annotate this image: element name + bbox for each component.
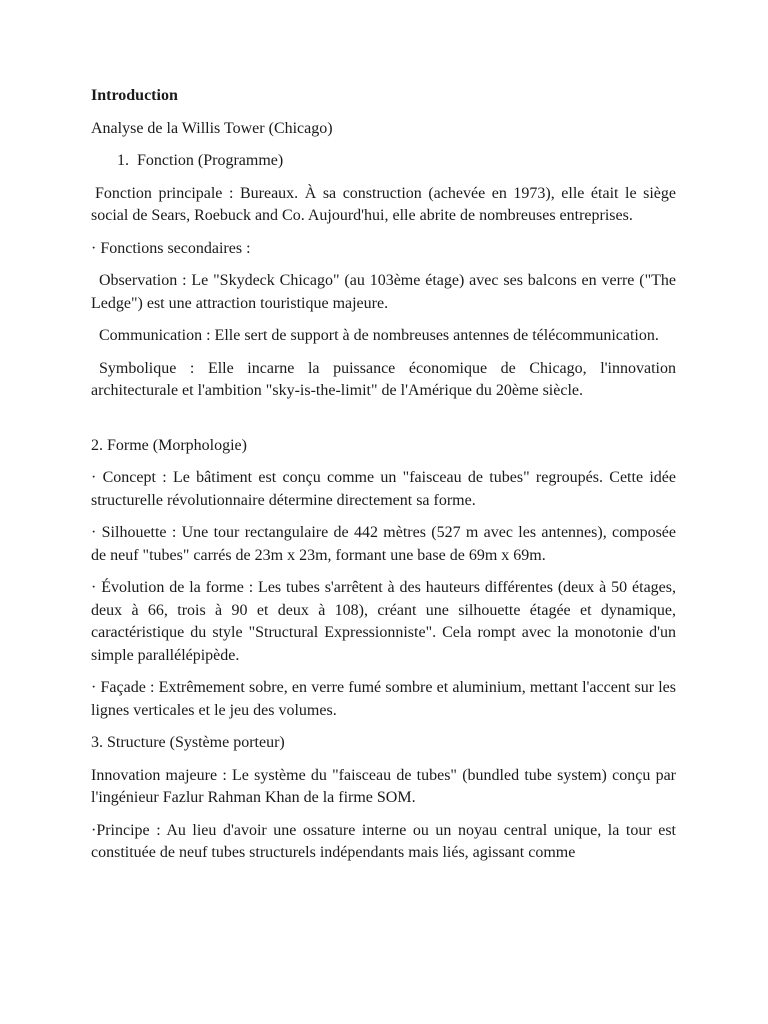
section2-heading: 2. Forme (Morphologie) [91,436,247,454]
paragraph-communication: Communication : Elle sert de support à de nombreuses antennes de télécommunication. [99,327,659,344]
section1-number: 1. [117,152,129,169]
paragraph-principe: ·Principe : Au lieu d'avoir une ossature interne ou un noyau central unique, la tour est constituée de neuf tubes structurels indépendants mais liés, agissant comme [91,821,676,861]
section3-heading: 3. Structure (Système porteur) [91,734,285,751]
paragraph-secondary-label: · Fonctions secondaires : [91,239,251,257]
paragraph-facade: · Façade : Extrêmement sobre, en verre fumé sombre et aluminium, mettant l'accent sur les lignes verticales et le jeu des volumes. [91,679,676,719]
paragraph-silhouette: · Silhouette : Une tour rectangulaire de 442 mètres (527 m avec les antennes), composée de neuf "tubes" carrés de 23m x 23m, formant une base de 69m x 69m. [91,524,676,564]
paragraph-observation: Observation : Le "Skydeck Chicago" (au 103ème étage) avec ses balcons en verre ("The Ledge") est une attraction touristique majeure. [91,272,676,312]
section-spacer [91,413,676,435]
paragraph-main-function: Fonction principale : Bureaux. À sa construction (achevée en 1973), elle était le siège social de Sears, Roebuck and Co. Aujourd'hui, elle abrite de nombreuses entreprises. [91,184,676,224]
section1-heading [117,150,676,173]
paragraph-innovation: Innovation majeure : Le système du "faisceau de tubes" (bundled tube system) conçu par l'ingénieur Fazlur Rahman Khan de la firme SOM. [91,766,676,806]
section1-heading-text: Fonction (Programme) [137,152,284,169]
paragraph-concept: · Concept : Le bâtiment est conçu comme un "faisceau de tubes" regroupés. Cette idée structurelle révolutionnaire détermine directement sa forme. [91,469,676,509]
paragraph-evolution: · Évolution de la forme : Les tubes s'arrêtent à des hauteurs différentes (deux à 50 étages, deux à 66, trois à 90 et deux à 108), créant une silhouette étagée et dynamique, caractéristique du style "Structural Expressionniste". Cela rompt avec la monotonie d'un simple parallélépipède. [91,579,676,664]
document-page [91,85,676,875]
document-title: Introduction [91,87,178,104]
document-subtitle: Analyse de la Willis Tower (Chicago) [91,119,333,137]
paragraph-symbolique: Symbolique : Elle incarne la puissance économique de Chicago, l'innovation architecturale et l'ambition "sky-is-the-limit" de l'Amérique du 20ème siècle. [91,359,676,399]
